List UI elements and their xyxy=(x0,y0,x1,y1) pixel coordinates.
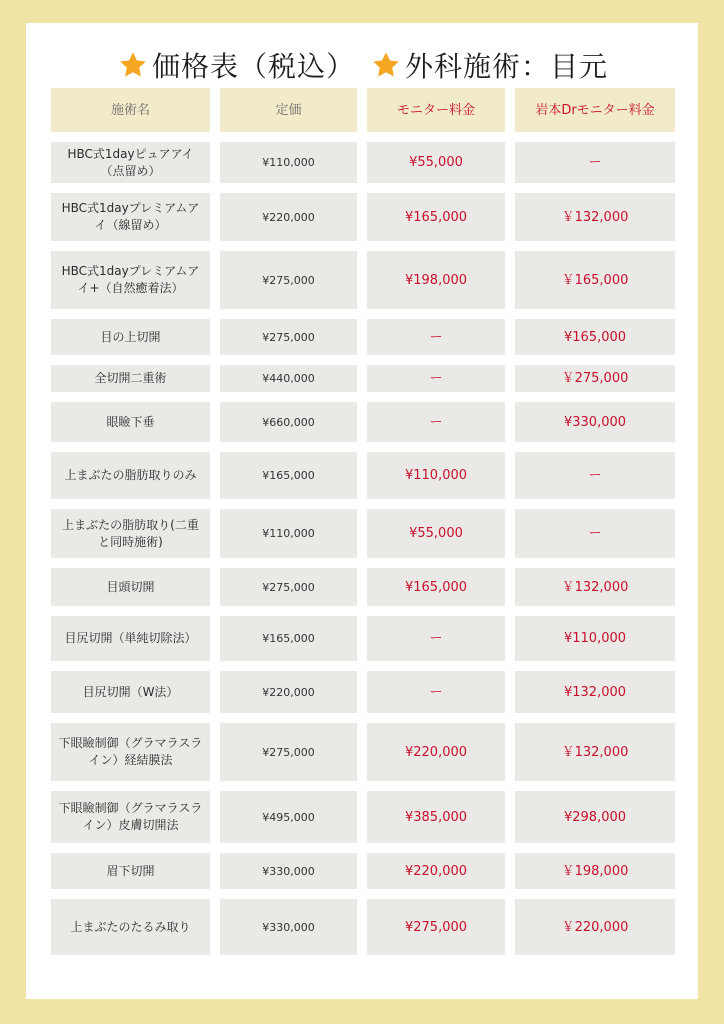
procedure-name: 上まぶたのたるみ取り xyxy=(51,899,210,955)
monitor-price: ¥165,000 xyxy=(367,193,505,241)
procedure-name: 目の上切開 xyxy=(51,319,210,355)
procedure-name: 上まぶたの脂肪取り(二重と同時施術) xyxy=(51,509,210,558)
iwamoto-price: ￥132,000 xyxy=(515,568,675,606)
header-list-price: 定価 xyxy=(220,88,357,132)
procedure-name: 全切開二重術 xyxy=(51,365,210,392)
procedure-name: 眼瞼下垂 xyxy=(51,402,210,442)
procedure-name: 目尻切開（単純切除法） xyxy=(51,616,210,661)
table-row xyxy=(51,723,675,781)
procedure-name: HBC式1dayプレミアムアイ+（自然癒着法） xyxy=(51,251,210,309)
list-price: ¥275,000 xyxy=(220,723,357,781)
table-row xyxy=(51,853,675,889)
iwamoto-price: ￥165,000 xyxy=(515,251,675,309)
iwamoto-price: ￥132,000 xyxy=(515,723,675,781)
procedure-name: 上まぶたの脂肪取りのみ xyxy=(51,452,210,499)
procedure-name: HBC式1dayピュアアイ（点留め） xyxy=(51,142,210,183)
title-part-2: 外科施術：目元 xyxy=(405,50,609,83)
monitor-price: ー xyxy=(367,616,505,661)
price-table xyxy=(51,88,675,965)
iwamoto-price: ￥132,000 xyxy=(515,193,675,241)
list-price: ¥110,000 xyxy=(220,142,357,183)
list-price: ¥440,000 xyxy=(220,365,357,392)
procedure-name: 下眼瞼制御（グラマラスライン）皮膚切開法 xyxy=(51,791,210,843)
monitor-price: ¥198,000 xyxy=(367,251,505,309)
list-price: ¥220,000 xyxy=(220,671,357,713)
list-price: ¥275,000 xyxy=(220,319,357,355)
iwamoto-price: ¥165,000 xyxy=(515,319,675,355)
header-name: 施術名 xyxy=(51,88,210,132)
page-title xyxy=(26,43,698,87)
star-icon xyxy=(371,50,401,80)
monitor-price: ¥165,000 xyxy=(367,568,505,606)
iwamoto-price: ¥298,000 xyxy=(515,791,675,843)
iwamoto-price: ￥275,000 xyxy=(515,365,675,392)
procedure-name: 眉下切開 xyxy=(51,853,210,889)
list-price: ¥495,000 xyxy=(220,791,357,843)
list-price: ¥165,000 xyxy=(220,616,357,661)
table-row xyxy=(51,193,675,241)
star-icon xyxy=(118,50,148,80)
table-row xyxy=(51,899,675,955)
iwamoto-price: ¥110,000 xyxy=(515,616,675,661)
table-row xyxy=(51,616,675,661)
table-row xyxy=(51,251,675,309)
table-row xyxy=(51,509,675,558)
monitor-price: ¥110,000 xyxy=(367,452,505,499)
list-price: ¥275,000 xyxy=(220,568,357,606)
title-part-1: 価格表（税込） xyxy=(151,50,355,83)
monitor-price: ¥55,000 xyxy=(367,142,505,183)
table-row xyxy=(51,452,675,499)
monitor-price: ー xyxy=(367,319,505,355)
iwamoto-price: ￥198,000 xyxy=(515,853,675,889)
iwamoto-price: ー xyxy=(515,509,675,558)
iwamoto-price: ー xyxy=(515,452,675,499)
table-row xyxy=(51,319,675,355)
monitor-price: ¥275,000 xyxy=(367,899,505,955)
procedure-name: HBC式1dayプレミアムアイ（線留め） xyxy=(51,193,210,241)
iwamoto-price: ¥330,000 xyxy=(515,402,675,442)
list-price: ¥660,000 xyxy=(220,402,357,442)
price-sheet xyxy=(26,23,698,999)
header-monitor-price: モニター料金 xyxy=(367,88,505,132)
monitor-price: ー xyxy=(367,402,505,442)
list-price: ¥275,000 xyxy=(220,251,357,309)
table-row xyxy=(51,142,675,183)
procedure-name: 目尻切開（W法） xyxy=(51,671,210,713)
table-row xyxy=(51,365,675,392)
table-row xyxy=(51,791,675,843)
list-price: ¥110,000 xyxy=(220,509,357,558)
header-iwamoto-price: 岩本Drモニター料金 xyxy=(515,88,675,132)
list-price: ¥330,000 xyxy=(220,899,357,955)
procedure-name: 目頭切開 xyxy=(51,568,210,606)
iwamoto-price: ￥220,000 xyxy=(515,899,675,955)
monitor-price: ¥220,000 xyxy=(367,723,505,781)
iwamoto-price: ー xyxy=(515,142,675,183)
monitor-price: ¥55,000 xyxy=(367,509,505,558)
list-price: ¥220,000 xyxy=(220,193,357,241)
monitor-price: ¥220,000 xyxy=(367,853,505,889)
table-row xyxy=(51,402,675,442)
list-price: ¥165,000 xyxy=(220,452,357,499)
iwamoto-price: ¥132,000 xyxy=(515,671,675,713)
monitor-price: ¥385,000 xyxy=(367,791,505,843)
table-row xyxy=(51,568,675,606)
monitor-price: ー xyxy=(367,671,505,713)
list-price: ¥330,000 xyxy=(220,853,357,889)
procedure-name: 下眼瞼制御（グラマラスライン）経結膜法 xyxy=(51,723,210,781)
table-header xyxy=(51,88,675,132)
table-row xyxy=(51,671,675,713)
monitor-price: ー xyxy=(367,365,505,392)
